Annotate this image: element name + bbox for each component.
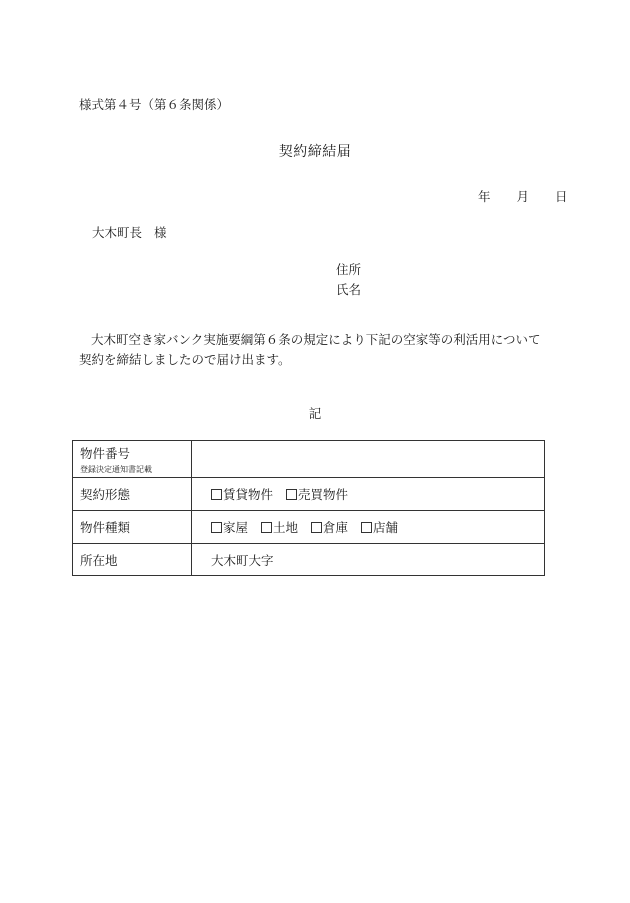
body-paragraph: 大木町空き家バンク実施要綱第６条の規定により下記の空家等の利活用について契約を締結しましたので届け出ます。 [79, 332, 541, 367]
option-label: 売買物件 [298, 487, 349, 502]
addressee-name: 大木町長 [92, 225, 143, 240]
option-label: 賃貸物件 [223, 487, 274, 502]
property-number-label: 物件番号 [80, 445, 131, 461]
option-label: 店舗 [373, 520, 399, 535]
contract-type-option-sale[interactable] [286, 485, 348, 503]
date-day-label: 日 [555, 189, 568, 204]
table-row-location [73, 544, 545, 576]
details-table [72, 440, 545, 576]
date-year-label: 年 [478, 189, 491, 204]
checkbox-icon[interactable] [311, 522, 322, 533]
property-type-option-warehouse[interactable] [311, 518, 348, 536]
addressee-honorific: 様 [154, 225, 167, 240]
table-row-contract-type [73, 478, 545, 511]
contract-type-options [192, 478, 545, 511]
location-field[interactable]: 大木町大字 [192, 544, 545, 576]
ki-heading: 記 [308, 406, 322, 421]
date-line [456, 187, 568, 205]
checkbox-icon[interactable] [211, 489, 222, 500]
table-row-property-number [73, 441, 545, 478]
checkbox-icon[interactable] [361, 522, 372, 533]
table-row-property-type [73, 511, 545, 544]
option-label: 土地 [273, 520, 299, 535]
form-number: 様式第４号（第６条関係） [79, 97, 230, 112]
option-label: 家屋 [223, 520, 249, 535]
property-type-option-house[interactable] [211, 518, 248, 536]
property-type-label: 物件種類 [73, 511, 192, 544]
location-label: 所在地 [73, 544, 192, 576]
property-type-options [192, 511, 545, 544]
checkbox-icon[interactable] [261, 522, 272, 533]
property-number-sublabel: 登録決定通知書記載 [80, 464, 152, 474]
contract-type-option-rental[interactable] [211, 485, 273, 503]
document-title: 契約締結届 [278, 144, 352, 160]
applicant-name-label: 氏名 [336, 282, 362, 297]
contract-type-label: 契約形態 [73, 478, 192, 511]
addressee [92, 223, 167, 241]
property-number-field[interactable] [192, 441, 545, 478]
checkbox-icon[interactable] [286, 489, 297, 500]
property-number-label-cell [73, 441, 192, 478]
date-month-label: 月 [516, 189, 530, 204]
checkbox-icon[interactable] [211, 522, 222, 533]
property-type-option-land[interactable] [261, 518, 298, 536]
applicant-address-label: 住所 [336, 262, 362, 277]
option-label: 倉庫 [323, 520, 349, 535]
property-type-option-store[interactable] [361, 518, 398, 536]
